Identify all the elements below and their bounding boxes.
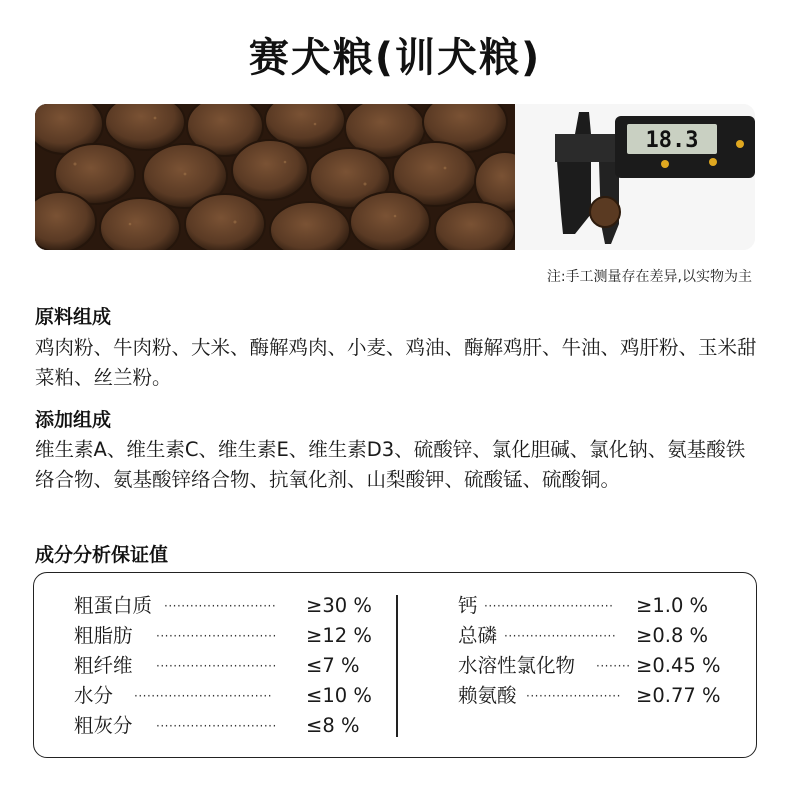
kibble-illustration [35,104,515,250]
analysis-row [74,681,374,711]
analysis-label: 水溶性氯化物 [458,654,576,677]
analysis-row [74,651,374,681]
analysis-value: ≤8 % [306,714,360,737]
raw-materials-heading: 原料组成 [35,306,112,328]
analysis-label: 粗灰分 [74,714,133,737]
caliper-photo [515,104,755,250]
additives-heading: 添加组成 [35,409,112,431]
leader-dots: ·························· [164,599,277,613]
analysis-row [458,621,748,651]
column-divider [396,595,398,737]
analysis-row [458,681,748,711]
raw-materials-text: 鸡肉粉、牛肉粉、大米、酶解鸡肉、小麦、鸡油、酶解鸡肝、牛油、鸡肝粉、玉米甜菜粕、丝兰粉。 [35,336,757,389]
analysis-heading: 成分分析保证值 [35,544,169,566]
product-photo-banner [35,104,755,250]
analysis-value: ≥12 % [306,624,372,647]
analysis-label: 总磷 [458,624,498,647]
analysis-table [33,572,757,758]
leader-dots: ···························· [156,719,277,733]
analysis-label: 赖氨酸 [458,684,517,707]
page-title: 赛犬粮(训犬粮) [248,35,542,81]
analysis-label: 水分 [74,684,114,707]
analysis-row [74,621,374,651]
caliper-illustration [515,104,755,250]
analysis-value: ≤7 % [306,654,360,677]
analysis-value: ≥0.77 % [636,684,721,707]
analysis-row [458,651,748,681]
analysis-label: 粗脂肪 [74,624,133,647]
analysis-row [458,591,748,621]
leader-dots: ········ [596,659,631,673]
analysis-value: ≥0.8 % [636,624,709,647]
caliper-reading: 18.3 [645,128,699,153]
additives-text: 维生素A、维生素C、维生素E、维生素D3、硫酸锌、氯化胆碱、氯化钠、氨基酸铁络合物、氨基酸锌络合物、抗氧化剂、山梨酸钾、硫酸锰、硫酸铜。 [35,438,746,491]
analysis-value: ≥30 % [306,594,372,617]
analysis-row [74,591,374,621]
kibble-photo [35,104,515,250]
analysis-value: ≥0.45 % [636,654,721,677]
leader-dots: ································ [134,689,273,703]
leader-dots: ···························· [156,629,277,643]
leader-dots: ·························· [504,629,617,643]
analysis-label: 粗纤维 [74,654,133,677]
analysis-value: ≤10 % [306,684,372,707]
analysis-row [74,711,374,741]
analysis-value: ≥1.0 % [636,594,709,617]
leader-dots: ······················ [526,689,621,703]
measurement-note: 注:手工测量存在差异,以实物为主 [546,269,752,285]
leader-dots: ······························ [484,599,614,613]
analysis-label: 粗蛋白质 [74,594,153,617]
analysis-label: 钙 [458,594,478,617]
leader-dots: ···························· [156,659,277,673]
